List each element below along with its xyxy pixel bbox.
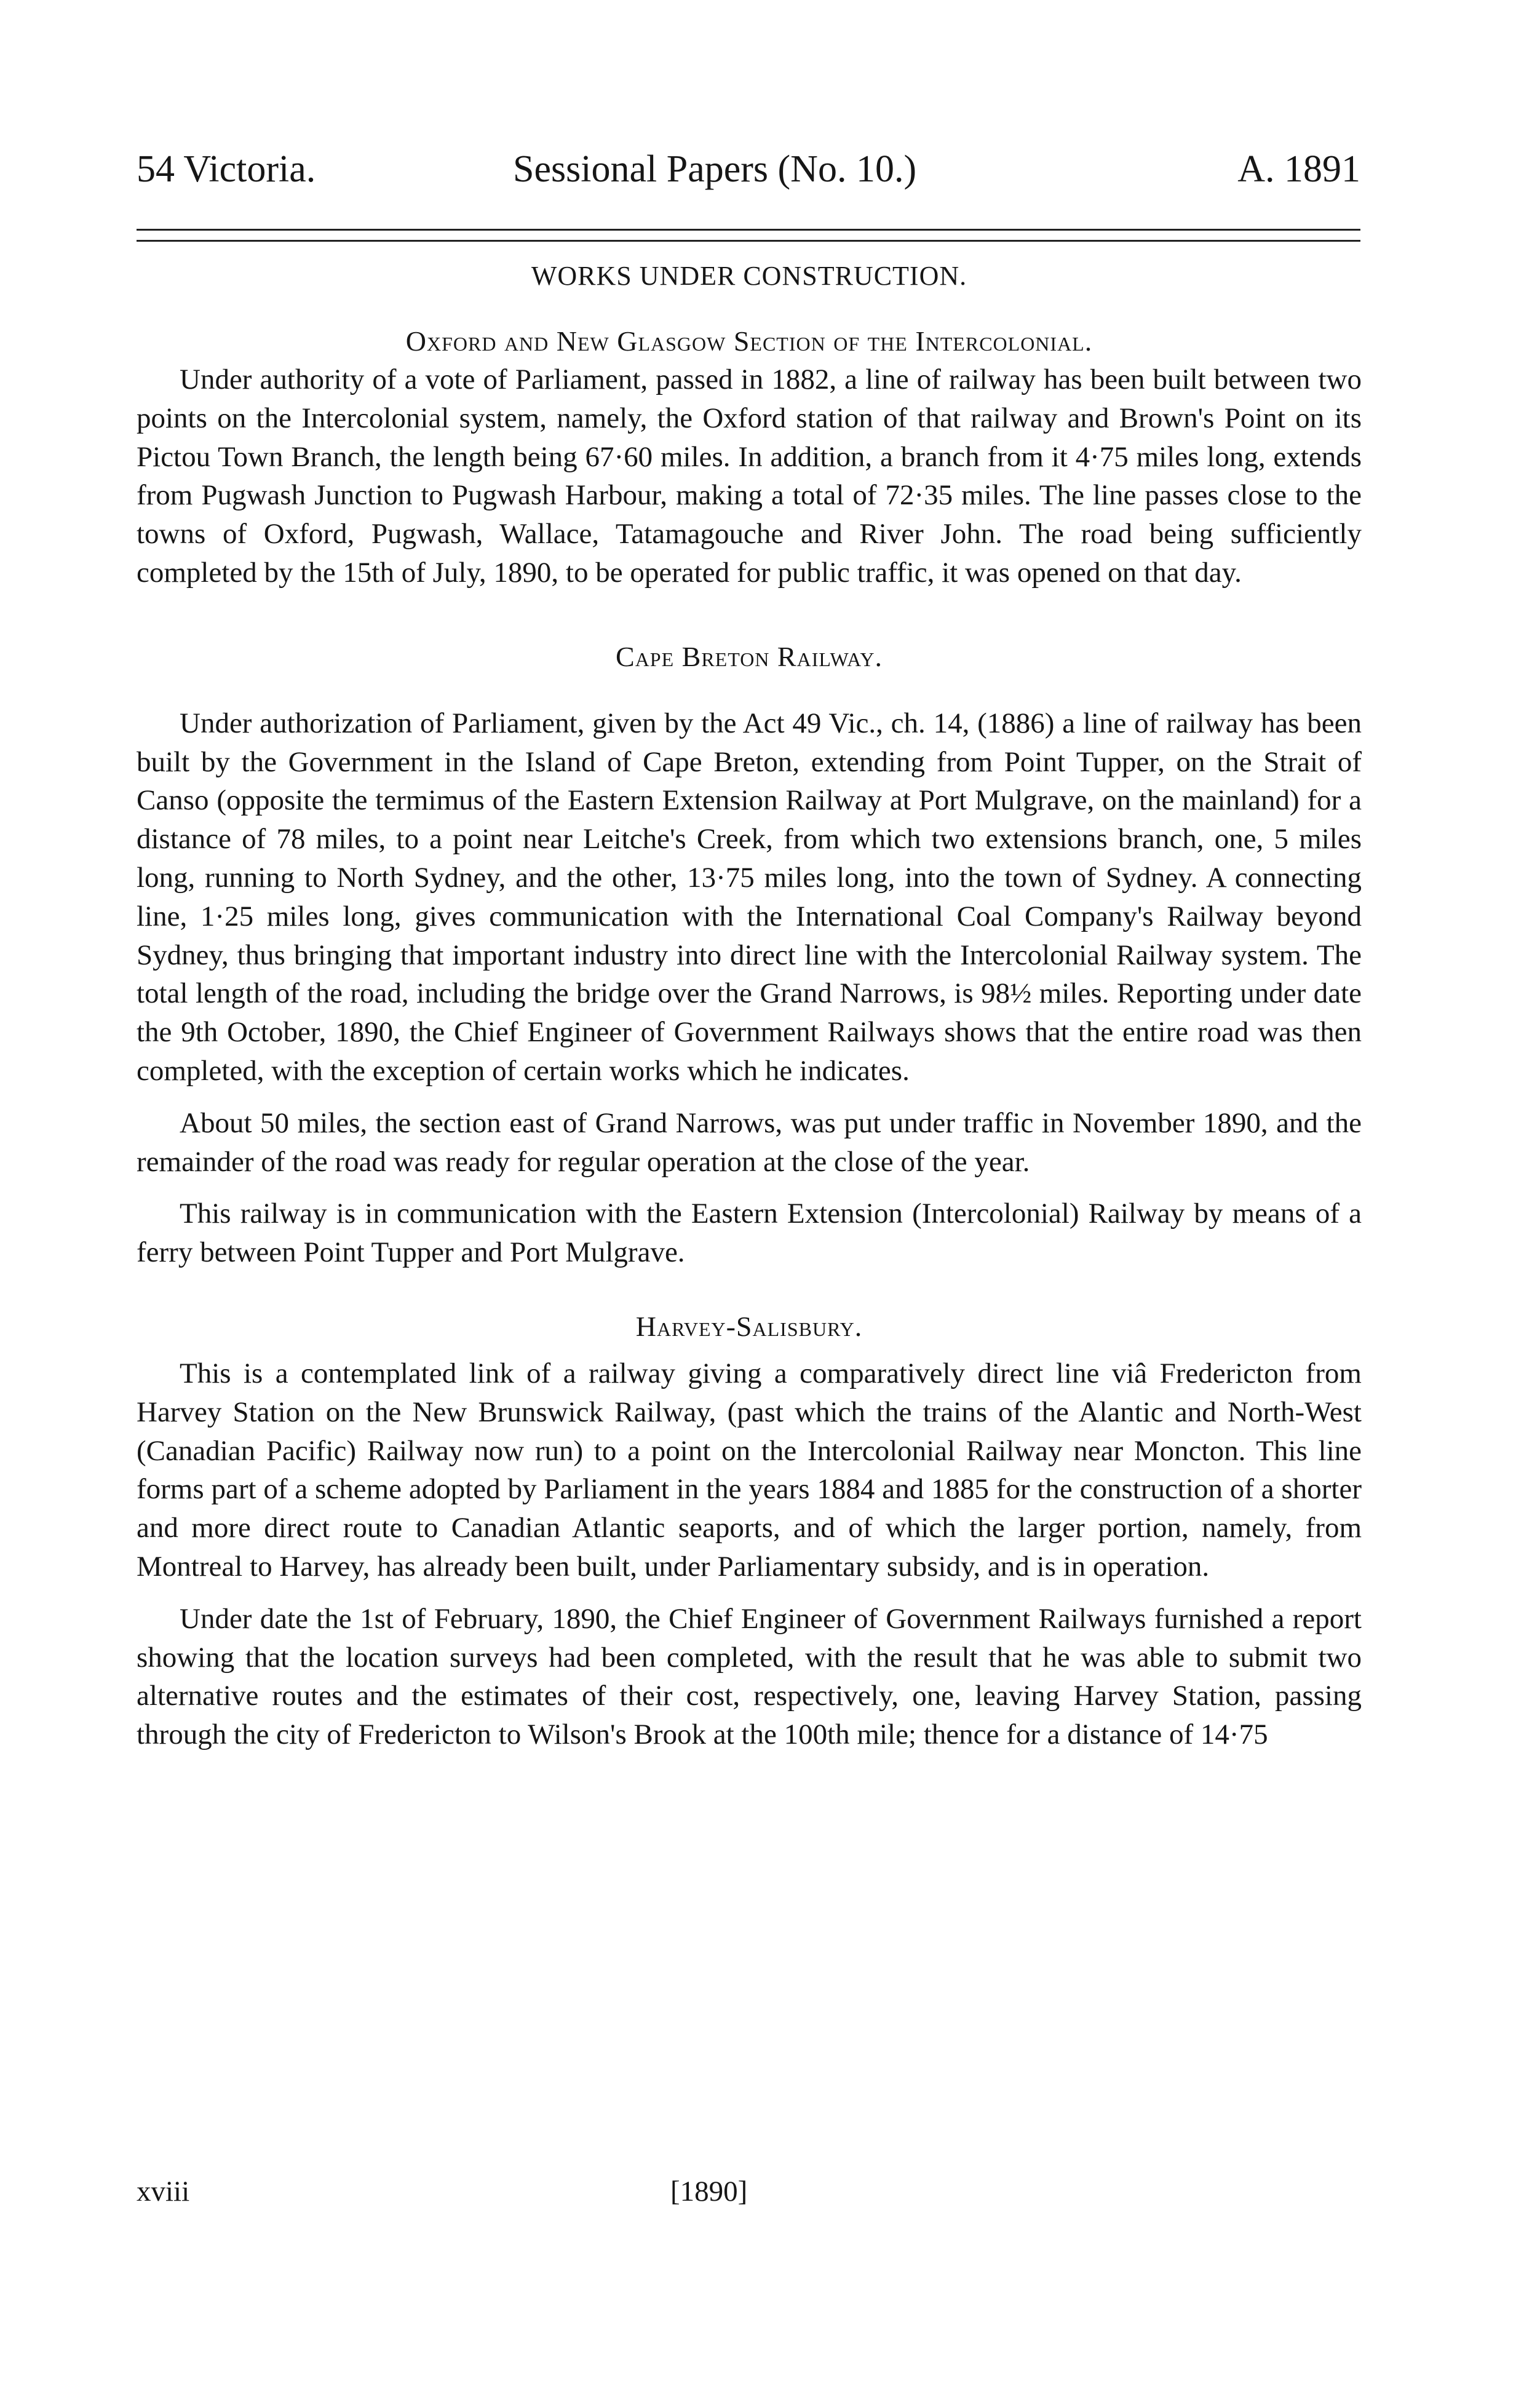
section-heading: Oxford and New Glasgow Section of the Intercolonial. xyxy=(405,325,1093,357)
signature-mark: xviii xyxy=(137,2175,190,2207)
header-year: A. 1891 xyxy=(1237,148,1360,190)
page-footer xyxy=(137,2175,1360,2218)
section-heading: Harvey-Salisbury. xyxy=(635,1310,863,1342)
paragraph: About 50 miles, the section east of Grand Narrows, was put under traffic in November 1890, and the remainder of the road was ready for regular operation at the close of the year. xyxy=(137,1107,1362,1178)
paragraph: Under authorization of Parliament, given by the Act 49 Vic., ch. 14, (1886) a line of railway has been built by the Government in the Island of Cape Breton, extending from Point Tupper, on the Strait of Canso (opposite the termimus of the Eastern Extension Railway at Port Mulgrave, on the mainland) for a distance of 78 miles, to a point near Leitche's Creek, from which two extensions branch, one, 5 miles long, running to North Sydney, and the other, 13·75 miles long, into the town of Sydney. A connecting line, 1·25 miles long, gives communication with the International Coal Company's Railway beyond Sydney, thus bringing that important industry into direct line with the Intercolonial Railway system. The total length of the road, including the bridge over the Grand Narrows, is 98½ miles. Reporting under date the 9th October, 1890, the Chief Engineer of Government Railways shows that the entire road was then completed, with the exception of certain works which he indicates. xyxy=(137,707,1362,1087)
section-heading: Cape Breton Railway. xyxy=(616,640,883,672)
paragraph: Under authority of a vote of Parliament, passed in 1882, a line of railway has been built between two points on the Intercolonial system, namely, the Oxford station of that railway and Brown's Point on its Pictou Town Branch, the length being 67·60 miles. In addition, a branch from it 4·75 miles long, extends from Pugwash Junction to Pugwash Harbour, making a total of 72·35 miles. The line passes close to the towns of Oxford, Pugwash, Wallace, Tatamagouche and River John. The road being sufficiently completed by the 15th of July, 1890, to be operated for public traffic, it was opened on that day. xyxy=(137,364,1362,589)
section-cape-breton xyxy=(137,638,1362,1272)
section-harvey-salisbury xyxy=(137,1308,1362,1754)
running-header xyxy=(137,148,1360,203)
paragraph: This is a contemplated link of a railway giving a comparatively direct line viâ Fredericton from Harvey Station on the New Brunswick Railway, (past which the trains of the Alantic and North-West (Canadian Pacific) Railway now run) to a point on the Intercolonial Railway near Moncton. This line forms part of a scheme adopted by Parliament in the years 1884 and 1885 for the construction of a shorter and more direct route to Canadian Atlantic seaports, and of which the larger portion, namely, from Montreal to Harvey, has already been built, under Parliamentary subsidy, and is in operation. xyxy=(137,1357,1362,1583)
paragraph: Under date the 1st of February, 1890, the Chief Engineer of Government Railways furnished a report showing that the location surveys had been completed, with the result that he was able to submit two alternative routes and the estimates of their cost, respectively, one, leaving Harvey Station, passing through the city of Fredericton to Wilson's Brook at the 100th mile; thence for a distance of 14·75 xyxy=(137,1602,1362,1751)
paragraph: This railway is in communication with the Eastern Extension (Intercolonial) Railway by means of a ferry between Point Tupper and Port Mulgrave. xyxy=(137,1198,1362,1269)
page-title: WORKS UNDER CONSTRUCTION. xyxy=(531,261,967,291)
year-mark: [1890] xyxy=(670,2175,748,2207)
header-rule-bottom xyxy=(137,240,1360,242)
header-rule-top xyxy=(137,229,1360,231)
header-title: Sessional Papers (No. 10.) xyxy=(513,148,917,190)
section-oxford xyxy=(137,322,1362,592)
main-content xyxy=(137,257,1362,1754)
header-volume: 54 Victoria. xyxy=(137,148,316,190)
